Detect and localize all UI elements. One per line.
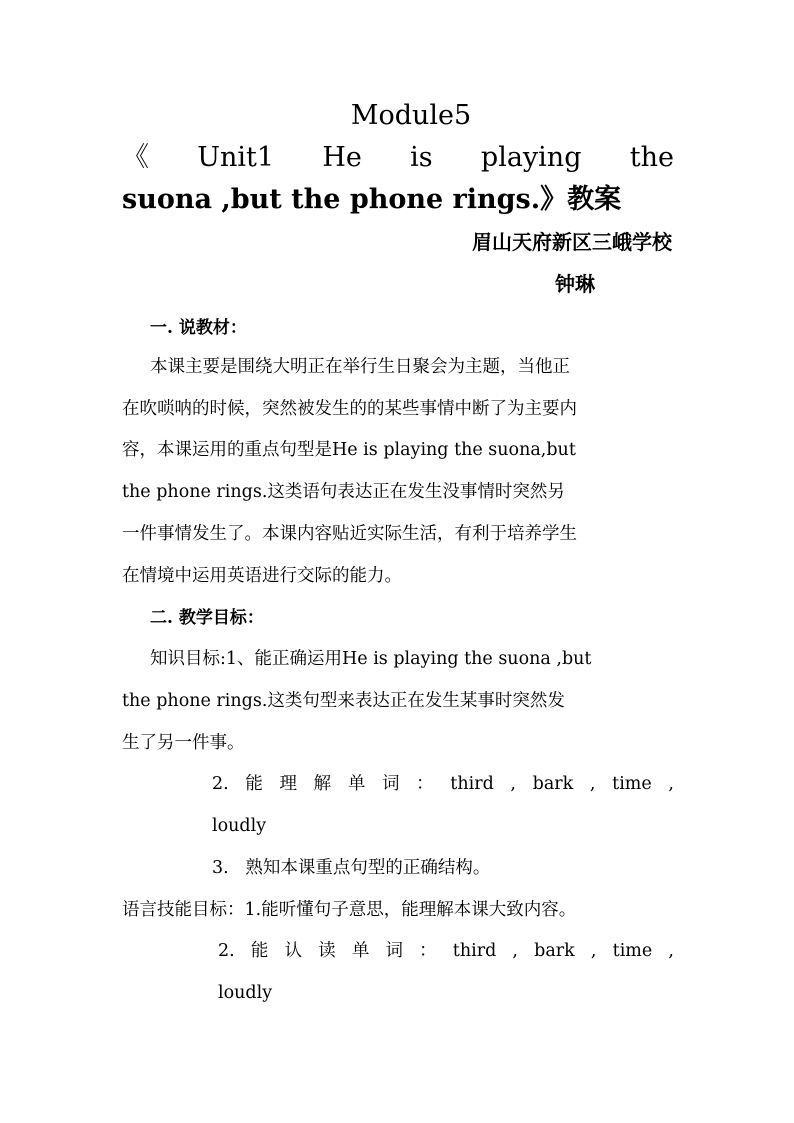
item-token: 读 <box>318 941 336 961</box>
section-heading-2: 二. 教学目标： <box>150 608 264 628</box>
language-goal: 语言技能目标：1.能听懂句子意思，能理解本课大致内容。 <box>122 900 577 920</box>
paragraph-line: 本课主要是围绕大明正在举行生日聚会为主题，当他正 <box>150 357 570 377</box>
author-name: 钟琳 <box>555 272 595 296</box>
item-token: bark <box>532 774 574 794</box>
paragraph-line: the phone rings.这类语句表达正在发生没事情时突然另 <box>122 482 565 502</box>
language-item-2-cont: loudly <box>218 983 273 1003</box>
item-token: third <box>450 774 494 794</box>
item-token: 理 <box>279 774 298 794</box>
item-token: 词 <box>381 774 400 794</box>
item-token: , <box>512 941 518 961</box>
item-token: 单 <box>351 941 370 961</box>
item-token: , <box>589 774 596 794</box>
item-token: 单 <box>347 774 366 794</box>
title-word: is <box>410 142 433 173</box>
item-token: ： <box>419 941 437 961</box>
paragraph-line: 知识目标:1、能正确运用He is playing the suona ,but <box>150 649 592 669</box>
item-token: , <box>590 941 597 961</box>
item-token: bark <box>534 941 575 961</box>
paragraph-line: 一件事情发生了。本课内容贴近实际生活，有利于培养学生 <box>122 524 577 544</box>
doc-title-line1: Module5 <box>350 100 472 131</box>
paragraph-line: the phone rings.这类句型来表达正在发生某事时突然发 <box>122 691 565 711</box>
paragraph-line: 容，本课运用的重点句型是He is playing the suona,but <box>122 440 576 460</box>
title-word: playing <box>480 142 582 173</box>
item-token: 能 <box>250 941 269 961</box>
item-token: 认 <box>284 941 303 961</box>
school-name: 眉山天府新区三峨学校 <box>472 230 672 254</box>
language-item-2 <box>218 939 674 963</box>
title-word: 《 <box>122 142 149 173</box>
title-word: the <box>629 142 674 173</box>
item-token: 词 <box>385 941 403 961</box>
item-token: third <box>452 941 497 961</box>
item-token: time <box>612 774 652 794</box>
doc-title-line3: suona ,but the phone rings.》教案 <box>122 184 622 215</box>
knowledge-item-3: 3. 熟知本课重点句型的正确结构。 <box>212 858 491 878</box>
item-token: , <box>668 774 674 794</box>
knowledge-item-2-cont: loudly <box>212 816 267 836</box>
section-heading-1: 一. 说教材： <box>150 318 247 338</box>
item-token: time <box>612 941 653 961</box>
paragraph-line: 在情境中运用英语进行交际的能力。 <box>122 566 402 586</box>
knowledge-item-2 <box>212 772 674 796</box>
item-token: ： <box>416 774 434 794</box>
item-token: 2. <box>212 774 229 794</box>
item-token: 解 <box>313 774 332 794</box>
doc-title-line2 <box>122 140 674 176</box>
item-token: 2. <box>218 941 235 961</box>
item-token: 能 <box>245 774 263 794</box>
paragraph-line: 在吹唢呐的时候，突然被发生的的某些事情中断了为主要内 <box>122 399 577 419</box>
item-token: , <box>510 774 516 794</box>
paragraph-line: 生了另一件事。 <box>122 733 245 753</box>
title-word: Unit1 <box>197 142 275 173</box>
item-token: , <box>668 941 674 961</box>
title-word: He <box>322 142 362 173</box>
